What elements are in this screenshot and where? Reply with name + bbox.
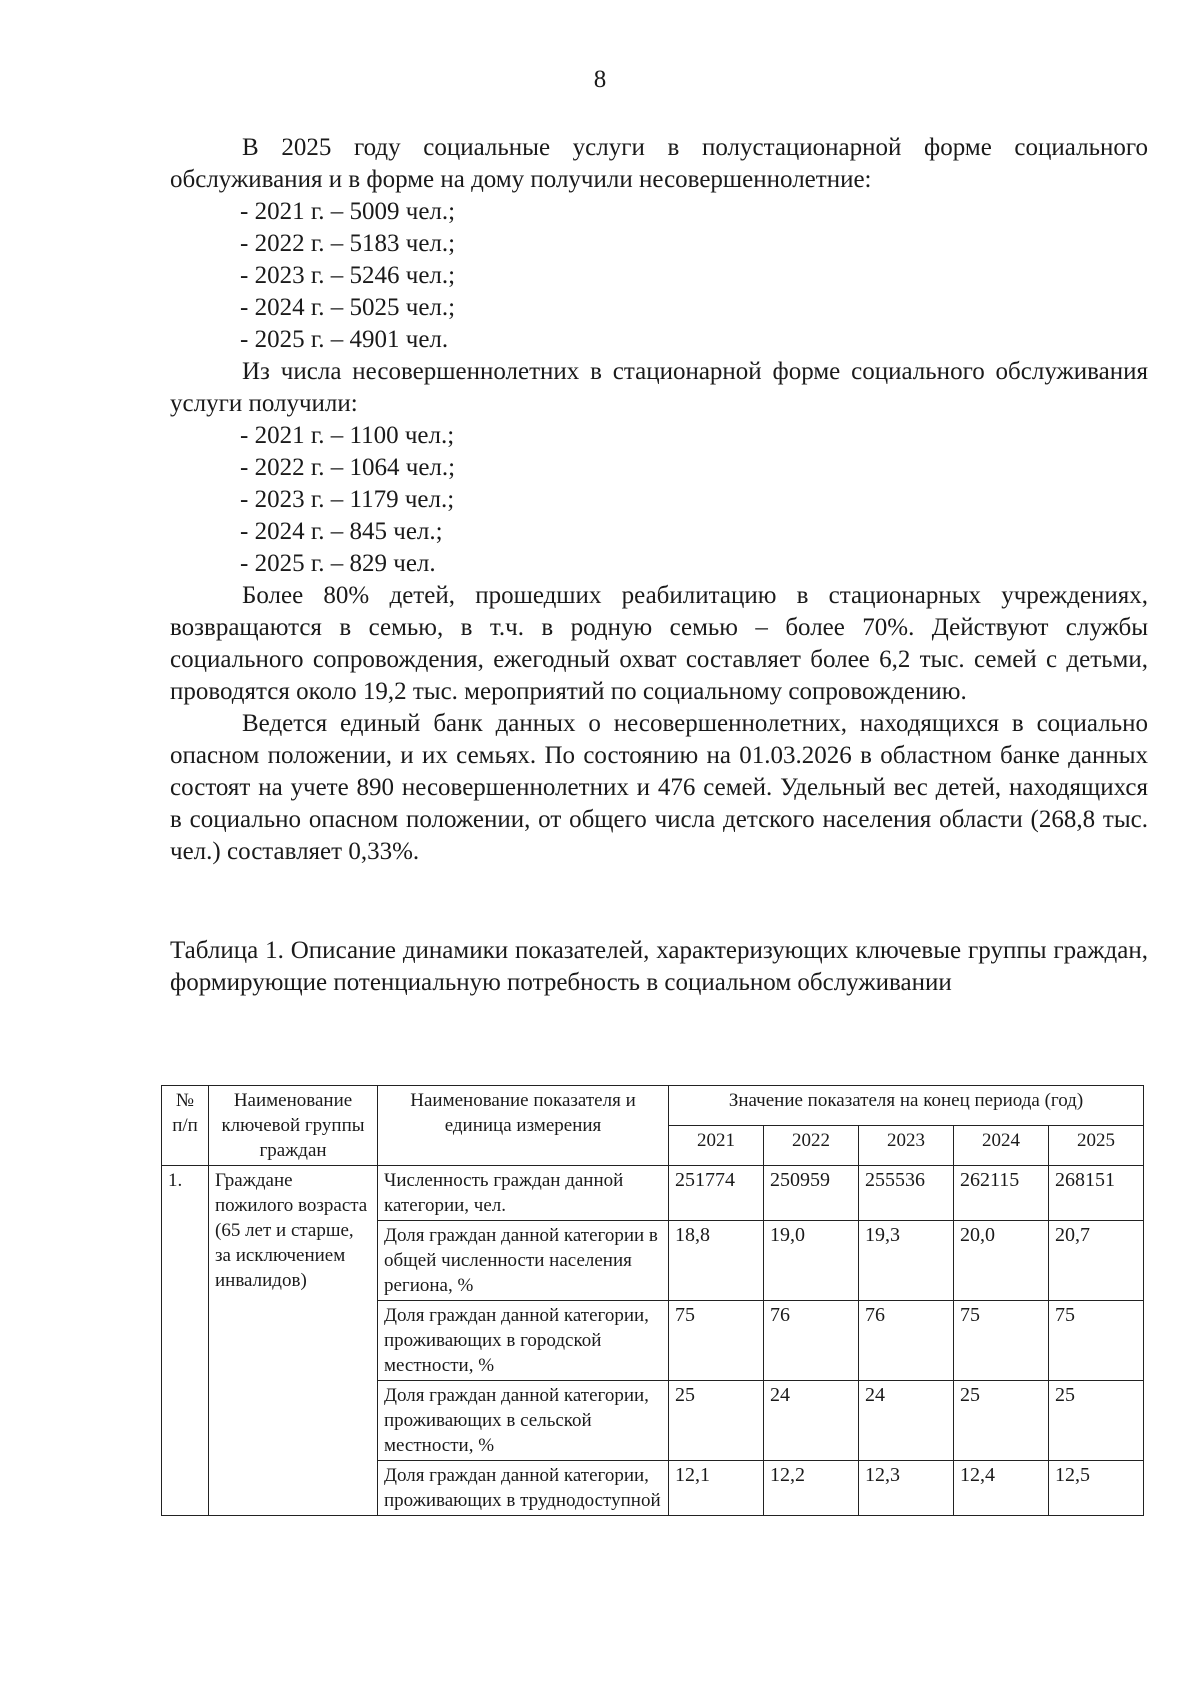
value-cell: 12,3 [859,1461,954,1516]
list-item: - 2021 г. – 1100 чел.; [240,422,455,449]
value-cell: 20,0 [954,1221,1049,1301]
header-number: № п/п [162,1086,209,1166]
paragraph-stationary: Из числа несовершеннолетних в стационарной форме социального обслуживания услуги получили: [170,358,1148,417]
list-stationary [170,420,1148,580]
paragraph-data-bank: Ведется единый банк данных о несовершеннолетних, находящихся в социально опасном положении, и их семьях. По состоянию на 01.03.2026 в областном банке данных состоят на учете 890 несовершеннолетних и 476 семей. Удельный вес детей, находящихся в социально опасном положении, от общего числа детского населения области (268,8 тыс. чел.) составляет 0,33%. [170,710,1148,865]
value-cell: 12,2 [764,1461,859,1516]
value-cell: 12,5 [1049,1461,1144,1516]
value-cell: 268151 [1049,1166,1144,1221]
value-cell: 76 [859,1301,954,1381]
value-cell: 24 [764,1381,859,1461]
value-cell: 76 [764,1301,859,1381]
value-cell: 24 [859,1381,954,1461]
value-cell: 250959 [764,1166,859,1221]
list-item: - 2021 г. – 5009 чел.; [240,198,456,225]
indicator-name: Численность граждан данной категории, чел. [378,1166,669,1221]
list-item: - 2022 г. – 1064 чел.; [240,454,456,481]
header-year: 2023 [859,1126,954,1166]
row-number: 1. [162,1166,209,1516]
list-item: - 2024 г. – 5025 чел.; [240,294,456,321]
list-semistationary [170,196,1148,356]
value-cell: 19,3 [859,1221,954,1301]
header-year: 2021 [669,1126,764,1166]
value-cell: 75 [954,1301,1049,1381]
indicator-name: Доля граждан данной категории, проживающих в труднодоступной [378,1461,669,1516]
value-cell: 19,0 [764,1221,859,1301]
header-values: Значение показателя на конец периода (год) [669,1086,1144,1126]
header-group: Наименование ключевой группы граждан [209,1086,378,1166]
value-cell: 251774 [669,1166,764,1221]
document-body [170,132,1148,868]
header-year: 2025 [1049,1126,1144,1166]
group-name: Граждане пожилого возраста (65 лет и старше, за исключением инвалидов) [209,1166,378,1516]
value-cell: 12,4 [954,1461,1049,1516]
indicator-name: Доля граждан данной категории, проживающих в сельской местности, % [378,1381,669,1461]
table-row [162,1166,1144,1221]
indicators-table [161,1085,1144,1516]
value-cell: 255536 [859,1166,954,1221]
value-cell: 25 [669,1381,764,1461]
list-item: - 2023 г. – 1179 чел.; [240,486,455,513]
header-year: 2024 [954,1126,1049,1166]
table-caption: Таблица 1. Описание динамики показателей, характеризующих ключевые группы граждан, формирующие потенциальную потребность в социальном обслуживании [170,937,1148,996]
value-cell: 75 [1049,1301,1144,1381]
list-item: - 2025 г. – 4901 чел. [240,326,449,353]
list-item: - 2024 г. – 845 чел.; [240,518,443,545]
value-cell: 25 [1049,1381,1144,1461]
header-year: 2022 [764,1126,859,1166]
indicator-name: Доля граждан данной категории, проживающих в городской местности, % [378,1301,669,1381]
page-number: 8 [593,66,607,93]
list-item: - 2025 г. – 829 чел. [240,550,436,577]
value-cell: 12,1 [669,1461,764,1516]
header-indicator: Наименование показателя и единица измерения [378,1086,669,1166]
list-item: - 2022 г. – 5183 чел.; [240,230,456,257]
value-cell: 20,7 [1049,1221,1144,1301]
paragraph-semistationary: В 2025 году социальные услуги в полустационарной форме социального обслуживания и в форме на дому получили несовершеннолетние: [170,134,1148,193]
indicator-name: Доля граждан данной категории в общей численности населения региона, % [378,1221,669,1301]
paragraph-rehabilitation: Более 80% детей, прошедших реабилитацию в стационарных учреждениях, возвращаются в семью, в т.ч. в родную семью – более 70%. Действуют службы социального сопровождения, ежегодный охват составляет более 6,2 тыс. семей с детьми, проводятся около 19,2 тыс. мероприятий по социальному сопровождению. [170,582,1148,705]
value-cell: 18,8 [669,1221,764,1301]
value-cell: 75 [669,1301,764,1381]
value-cell: 262115 [954,1166,1049,1221]
list-item: - 2023 г. – 5246 чел.; [240,262,456,289]
value-cell: 25 [954,1381,1049,1461]
